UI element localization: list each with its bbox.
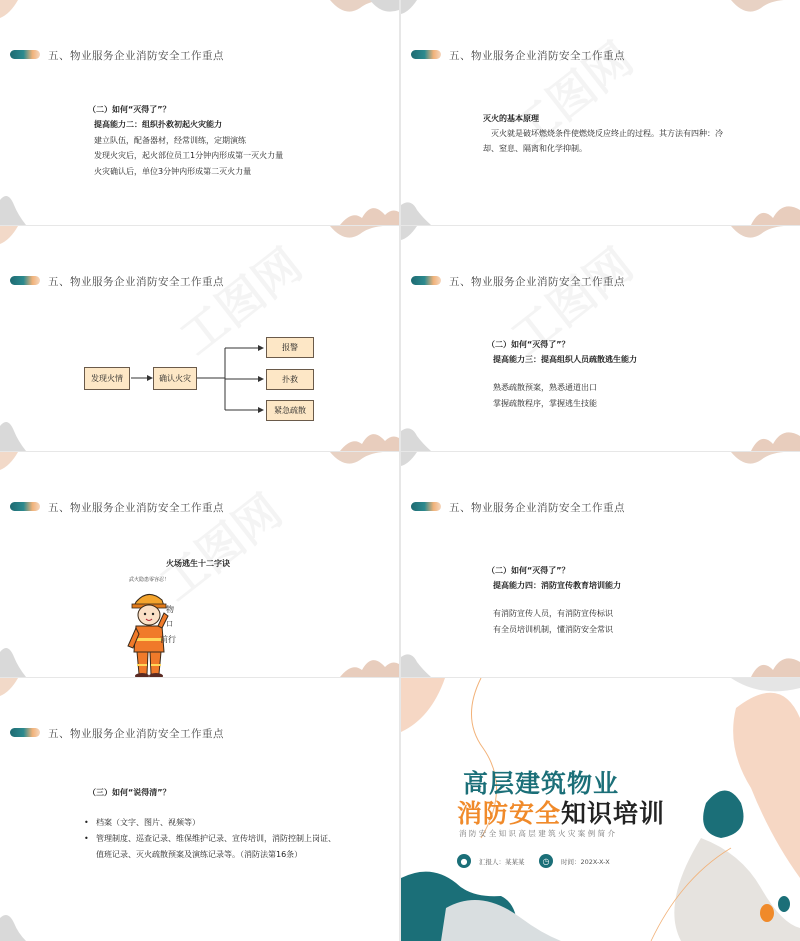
header-accent-bar — [411, 50, 441, 59]
slide-5[interactable] — [0, 452, 399, 677]
content-line: 却、窒息、隔离和化学抑制。 — [483, 144, 587, 153]
cover-subtitle: 消防安全知识高层建筑火灾案例简介 — [459, 829, 618, 838]
side-text: 物 — [166, 605, 174, 614]
section-title: 五、物业服务企业消防安全工作重点 — [48, 728, 224, 740]
bullet-item: 管理制度、巡查记录、维保维护记录、宣传培训，消防控制上岗证、 — [96, 834, 336, 843]
slide-1[interactable] — [0, 0, 399, 225]
content-lines — [493, 606, 613, 637]
decor-shapes — [0, 678, 399, 941]
content-lines — [94, 117, 283, 179]
content-line: 有全员培训机制，懂消防安全常识 — [493, 624, 613, 634]
slide-6[interactable] — [401, 452, 800, 677]
header-accent-bar — [411, 276, 441, 285]
side-text: 前行 — [160, 635, 176, 644]
slide-heading: （二）如何“灭得了”？ — [487, 340, 570, 349]
cover-title-highlight: 消防安全 — [457, 799, 562, 828]
side-text: 口 — [166, 620, 173, 628]
content-line: 灭火就是破坏燃烧条件使燃烧反应终止的过程。其方法有四种：冷 — [491, 129, 723, 138]
decor-shapes — [401, 452, 800, 677]
cover-title-line-2 — [457, 794, 665, 830]
flow-box-extinguish: 扑救 — [266, 369, 314, 390]
bullet-item-continued: 值班记录、灭火疏散预案及演练记录等。（消防法第16条） — [96, 850, 303, 859]
flow-box-confirm: 确认火灾 — [153, 367, 197, 390]
time-label: 时间：202X-X-X — [561, 857, 610, 866]
cover-title-line-1: 高层建筑物业 — [463, 769, 620, 798]
content-line: 提高能力二：组织扑救初起火灾能力 — [94, 120, 222, 129]
slide-heading: （二）如何“灭得了”？ — [487, 566, 570, 575]
cover-time — [539, 854, 610, 868]
slide-7[interactable] — [0, 678, 399, 941]
section-title: 五、物业服务企业消防安全工作重点 — [48, 502, 224, 514]
content-line: 掌握疏散程序，掌握逃生技能 — [493, 398, 597, 408]
content-line: 火灾确认后，单位3分钟内形成第二灭火力量 — [94, 166, 252, 176]
flow-box-alarm: 报警 — [266, 337, 314, 358]
slide-subheading: 提高能力四：消防宣传教育培训能力 — [493, 581, 621, 590]
content-line: 建立队伍，配备器材，经常训练，定期演练 — [94, 135, 246, 145]
bullet-dot: • — [84, 834, 89, 843]
reporter-label: 汇报人：某某某 — [479, 857, 525, 866]
section-title: 五、物业服务企业消防安全工作重点 — [48, 50, 224, 62]
slide-heading: （二）如何“灭得了”？ — [88, 105, 171, 114]
slide-heading: 火场逃生十二字诀 — [166, 559, 230, 568]
content-line: 发现火灾后，起火部位员工1分钟内形成第一灭火力量 — [94, 151, 284, 160]
header-accent-bar — [10, 728, 40, 737]
header-accent-bar — [10, 50, 40, 59]
section-title: 五、物业服务企业消防安全工作重点 — [449, 276, 625, 288]
bullet-item: 档案（文字、图片、视频等） — [96, 818, 200, 827]
flow-box-discover: 发现火情 — [84, 367, 130, 390]
header-accent-bar — [411, 502, 441, 511]
section-title: 五、物业服务企业消防安全工作重点 — [449, 50, 625, 62]
speech-bubble: 武火隐患零容忍！ — [129, 577, 170, 583]
content-lines — [493, 380, 597, 411]
slide-cover[interactable] — [401, 678, 800, 941]
header-accent-bar — [10, 502, 40, 511]
slide-2[interactable] — [401, 0, 800, 225]
slide-heading: （三）如何“说得清”？ — [88, 788, 171, 797]
slide-4[interactable] — [401, 226, 800, 451]
content-line: 有消防宣传人员，有消防宣传标识 — [493, 609, 613, 618]
slide-heading: 灭火的基本原理 — [483, 114, 539, 123]
cover-title-rest: 知识培训 — [561, 799, 666, 828]
bullet-dot: • — [84, 818, 89, 827]
slide-3[interactable] — [0, 226, 399, 451]
slide-subheading: 提高能力三：提高组织人员疏散逃生能力 — [493, 355, 637, 364]
clock-icon: ◷ — [539, 854, 553, 868]
decor-shapes — [0, 0, 399, 225]
user-icon: ● — [457, 854, 471, 868]
content-line: 熟悉疏散预案，熟悉通道出口 — [493, 383, 597, 392]
section-title: 五、物业服务企业消防安全工作重点 — [48, 276, 224, 288]
section-title: 五、物业服务企业消防安全工作重点 — [449, 502, 625, 514]
cover-reporter — [457, 854, 525, 868]
flow-box-evacuate: 紧急疏散 — [266, 400, 314, 421]
